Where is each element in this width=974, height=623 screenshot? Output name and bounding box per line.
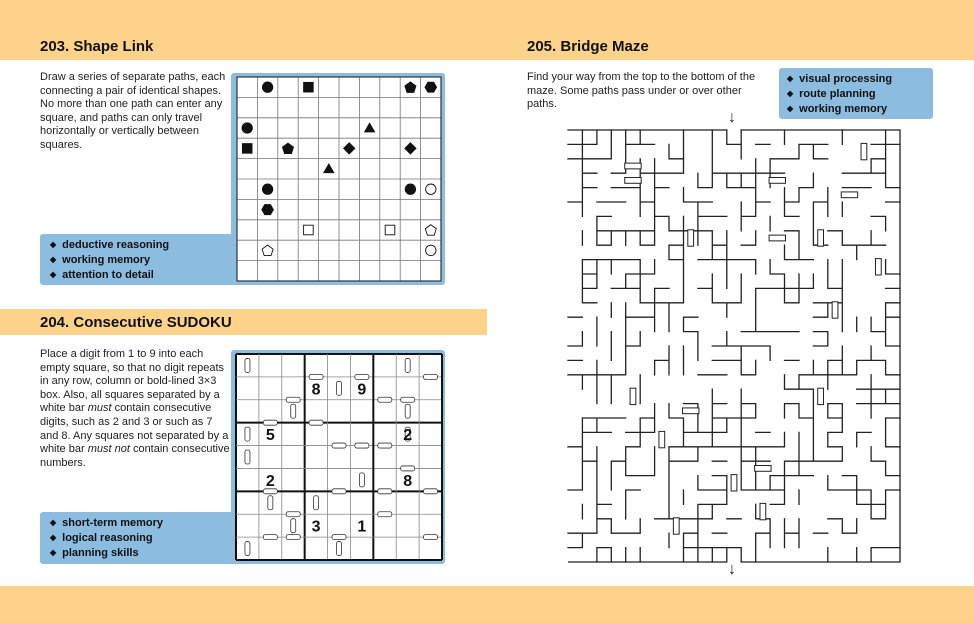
puzzle-203-title: 203. Shape Link xyxy=(40,38,154,55)
consecutive-bar xyxy=(291,519,296,533)
consecutive-bar xyxy=(378,489,392,494)
consecutive-bar xyxy=(359,473,364,487)
puzzle-204-title: 204. Consecutive SUDOKU xyxy=(40,314,232,331)
maze-bridge xyxy=(688,230,694,246)
maze-bridge xyxy=(861,143,867,159)
consecutive-bar xyxy=(424,374,438,379)
circle-filled-icon xyxy=(242,123,252,133)
consecutive-bar xyxy=(309,374,323,379)
shape-link-grid[interactable] xyxy=(237,77,441,281)
consecutive-bar xyxy=(268,496,273,510)
circle-open-icon xyxy=(426,184,436,194)
given-digit: 8 xyxy=(403,472,413,490)
skill-item: ◆ route planning xyxy=(787,87,925,102)
maze-bridge xyxy=(682,408,698,414)
pentagon-filled-icon xyxy=(405,82,416,92)
maze-bridge xyxy=(630,388,636,404)
consecutive-bar xyxy=(291,404,296,418)
hexagon-filled-icon xyxy=(262,205,274,215)
consecutive-bar xyxy=(405,404,410,418)
consecutive-bar xyxy=(401,397,415,402)
maze-bridge xyxy=(875,259,881,275)
circle-filled-icon xyxy=(262,82,272,92)
hexagon-filled-icon xyxy=(425,82,437,92)
maze-bridge xyxy=(760,503,766,519)
consecutive-sudoku-grid[interactable] xyxy=(236,354,442,560)
given-digit: 2 xyxy=(265,472,275,490)
pentagon-open-icon xyxy=(425,225,436,235)
consecutive-bar xyxy=(378,443,392,448)
consecutive-bar xyxy=(245,542,250,556)
given-digit: 5 xyxy=(265,427,275,445)
maze-bridge xyxy=(673,518,679,534)
consecutive-bar xyxy=(424,535,438,540)
skill-item: ◆ logical reasoning xyxy=(50,531,226,546)
consecutive-bar xyxy=(245,450,250,464)
maze-entry-arrow-icon: ↓ xyxy=(728,109,736,126)
consecutive-bar xyxy=(378,397,392,402)
given-digit: 3 xyxy=(311,518,321,536)
maze-exit-arrow-icon: ↓ xyxy=(728,561,736,578)
puzzle-204-description: Place a digit from 1 to 9 into each empty square, so that no digit repeats in any row, column or bold-lined 3×3 box. Also, all squares separated by a white bar must contain consecutive digits, such as 2 and 3 or such as 7 and 8. Any squares not separated by a white bar must not contain consecutive numbers. xyxy=(40,348,230,469)
consecutive-bar xyxy=(286,512,300,517)
given-digit: 2 xyxy=(403,427,413,445)
diamond-filled-icon xyxy=(405,143,416,154)
maze-bridge xyxy=(769,178,785,184)
maze-bridge xyxy=(769,235,785,241)
skill-item: ◆ deductive reasoning xyxy=(50,238,226,253)
consecutive-bar xyxy=(424,489,438,494)
given-digit: 8 xyxy=(311,381,321,399)
consecutive-bar xyxy=(314,496,319,510)
maze-bridge xyxy=(818,230,824,246)
puzzle-203-skills xyxy=(40,234,236,285)
skill-item: ◆ working memory xyxy=(787,102,925,117)
given-digit: 1 xyxy=(357,518,367,536)
bridge-maze[interactable] xyxy=(568,130,900,562)
consecutive-bar xyxy=(378,512,392,517)
square-filled-icon xyxy=(304,82,314,92)
consecutive-bar xyxy=(337,381,342,395)
given-digit: 9 xyxy=(357,381,367,399)
maze-bridge xyxy=(841,192,857,198)
maze-bridge xyxy=(659,431,665,447)
consecutive-bar xyxy=(355,443,369,448)
circle-filled-icon xyxy=(405,184,415,194)
puzzle-204-skills xyxy=(40,512,236,564)
pentagon-open-icon xyxy=(262,245,273,255)
skill-item: ◆ working memory xyxy=(50,253,226,268)
square-filled-icon xyxy=(242,144,252,154)
skill-item: ◆ attention to detail xyxy=(50,268,226,283)
square-open-icon xyxy=(304,225,314,235)
maze-bridge xyxy=(731,475,737,491)
consecutive-bar xyxy=(401,466,415,471)
maze-bridge xyxy=(625,178,641,184)
consecutive-bar xyxy=(309,420,323,425)
consecutive-bar xyxy=(405,358,410,372)
skill-item: ◆ planning skills xyxy=(50,546,226,561)
skill-item: ◆ short-term memory xyxy=(50,516,226,531)
consecutive-bar xyxy=(332,489,346,494)
consecutive-bar xyxy=(332,535,346,540)
consecutive-bar xyxy=(355,374,369,379)
square-open-icon xyxy=(385,225,395,235)
circle-filled-icon xyxy=(262,184,272,194)
circle-open-icon xyxy=(426,245,436,255)
consecutive-bar xyxy=(245,427,250,441)
puzzle-205-title: 205. Bridge Maze xyxy=(527,38,649,55)
consecutive-bar xyxy=(263,420,277,425)
puzzle-205-skills xyxy=(779,68,933,119)
consecutive-bar xyxy=(263,535,277,540)
skill-item: ◆ visual processing xyxy=(787,72,925,87)
consecutive-bar xyxy=(286,397,300,402)
triangle-filled-icon xyxy=(365,123,375,132)
maze-bridge xyxy=(832,302,838,318)
maze-bridge xyxy=(755,466,771,472)
consecutive-bar xyxy=(286,535,300,540)
puzzle-205-description: Find your way from the top to the bottom of the maze. Some paths pass under or over other paths. xyxy=(527,71,756,111)
maze-bridge xyxy=(625,163,641,169)
puzzle-203-description: Draw a series of separate paths, each connecting a pair of identical shapes. No more than one path can enter any square, and paths can only travel horizontally or vertically between squares. xyxy=(40,71,226,151)
maze-bridge xyxy=(818,388,824,404)
diamond-filled-icon xyxy=(344,143,355,154)
consecutive-bar xyxy=(245,358,250,372)
triangle-filled-icon xyxy=(324,164,334,173)
pentagon-filled-icon xyxy=(282,143,293,153)
consecutive-bar xyxy=(337,542,342,556)
consecutive-bar xyxy=(332,443,346,448)
footer-band xyxy=(0,586,974,623)
